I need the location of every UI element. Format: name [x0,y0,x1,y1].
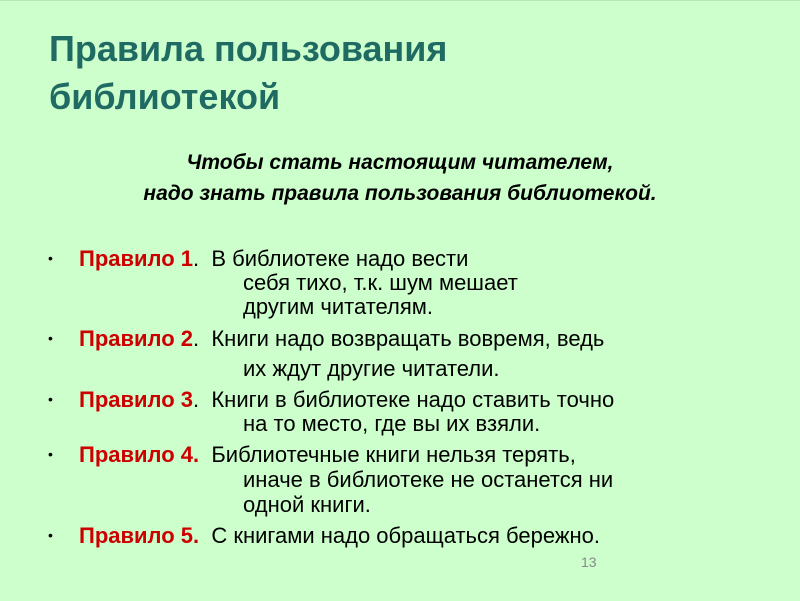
rule-item-5 [48,523,748,553]
rule-2-text-1: Книги надо возвращать вовремя, ведь [199,326,605,351]
rule-2-sep: . [193,326,200,351]
rule-1-line-3: другим читателям. [243,294,434,319]
rule-item-2 [48,326,748,386]
rule-2-label: Правило 2 [79,326,194,351]
rule-1-label: Правило 1 [79,246,194,271]
rule-1-sep: . [193,246,200,271]
bullet-icon: • [48,446,53,462]
rule-item-1 [48,246,748,326]
bullet-icon: • [48,330,53,346]
rules-list [0,1,800,601]
page-number: 13 [581,554,597,570]
rule-1-text-1: В библиотеке надо вести [199,246,469,271]
rule-4-line-1 [79,442,576,468]
rule-4-text-1: Библиотечные книги нельзя терять, [199,442,576,467]
slide-title-line-1: Правила пользования [49,28,448,69]
rule-1-line-2: себя тихо, т.к. шум мешает [243,270,518,295]
rule-4-label: Правило 4. [79,442,200,467]
rule-3-line-1 [79,387,614,413]
rule-3-text-1: Книги в библиотеке надо ставить точно [199,387,615,412]
rule-3-line-2: на то место, где вы их взяли. [243,411,541,436]
bullet-icon: • [48,391,53,407]
rule-2-line-1 [79,326,604,352]
rule-item-4 [48,442,748,522]
rule-3-sep: . [193,387,200,412]
rule-4-line-2: иначе в библиотеке не останется ни [243,467,614,492]
rule-4-line-3: одной книги. [243,492,371,517]
rule-5-text-1: С книгами надо обращаться бережно. [199,523,601,548]
rule-1-line-1 [79,246,468,272]
rule-2-line-2: их ждут другие читатели. [243,356,500,381]
slide-title-line-2: библиотекой [49,76,281,117]
bullet-icon: • [48,250,53,266]
rule-item-3 [48,387,748,443]
rule-5-line-1 [79,523,600,549]
rule-3-label: Правило 3 [79,387,194,412]
rule-5-label: Правило 5. [79,523,200,548]
subtitle-line-1: Чтобы стать настоящим читателем, [186,151,614,174]
bullet-icon: • [48,527,53,543]
subtitle-line-2: надо знать правила пользования библиотекой. [143,182,657,205]
